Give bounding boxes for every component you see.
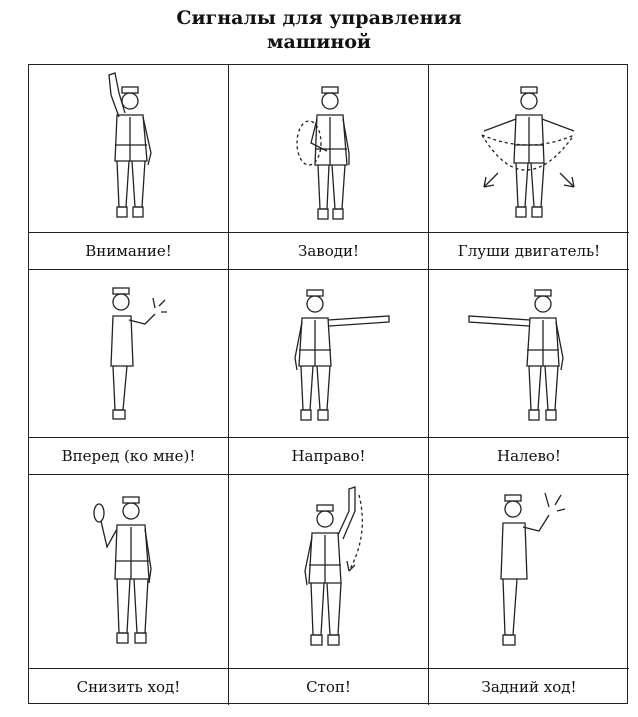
signal-cell-right <box>229 270 429 475</box>
page-title <box>0 6 638 54</box>
signals-grid <box>28 64 628 704</box>
soldier-beckoning-icon <box>29 270 228 435</box>
signal-cell-stop <box>229 475 429 705</box>
soldier-reverse-wave-icon <box>429 475 629 665</box>
title-line-1: Сигналы для управления <box>176 7 462 29</box>
signal-label: Снизить ход! <box>29 668 228 705</box>
soldier-arm-raised-stop-icon <box>229 475 428 665</box>
signal-label: Глуши двигатель! <box>429 232 629 269</box>
soldier-arm-pointing-left-icon <box>429 270 629 435</box>
soldier-arm-pointing-right-icon <box>229 270 428 435</box>
signal-label: Направо! <box>229 437 428 474</box>
signal-label: Стоп! <box>229 668 428 705</box>
soldier-arms-swinging-icon <box>429 65 629 230</box>
signal-label: Налево! <box>429 437 629 474</box>
signal-label: Заводи! <box>229 232 428 269</box>
signal-cell-reverse <box>429 475 629 705</box>
signal-cell-slow-down <box>29 475 229 705</box>
signal-cell-attention <box>29 65 229 270</box>
signal-label: Внимание! <box>29 232 228 269</box>
soldier-circular-arm-motion-icon <box>229 65 428 230</box>
signal-cell-start-engine <box>229 65 429 270</box>
title-line-2: машиной <box>267 31 371 53</box>
soldier-right-arm-raised-icon <box>29 65 228 230</box>
signal-cell-left <box>429 270 629 475</box>
signal-label: Вперед (ко мне)! <box>29 437 228 474</box>
signal-cell-stop-engine <box>429 65 629 270</box>
soldier-hand-raised-slow-icon <box>29 475 228 665</box>
signal-cell-forward <box>29 270 229 475</box>
signal-label: Задний ход! <box>429 668 629 705</box>
